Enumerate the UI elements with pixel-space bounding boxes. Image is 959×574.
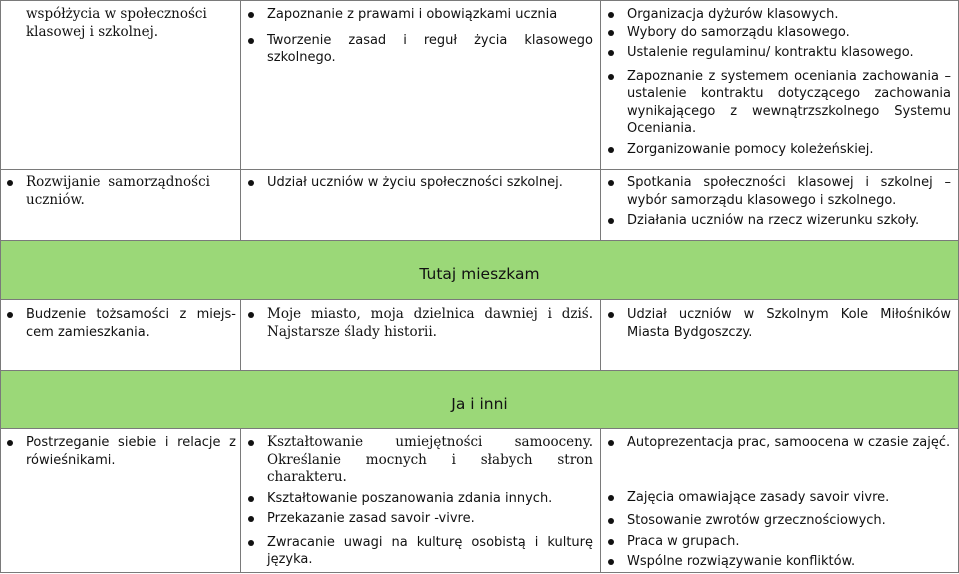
list-item-text: Spotkania społeczności klasowej i szkolnej – wybór samorządu klasowego i szkolnego.	[627, 175, 951, 208]
list-item-text: Rozwijanie samorządności uczniów.	[26, 174, 210, 208]
list-item	[241, 32, 593, 67]
list-item-text: Budzenie tożsamości z miejs- cem zamieszkania.	[26, 307, 236, 340]
bullet-icon	[248, 440, 254, 446]
table-cell	[0, 6, 232, 41]
list-item	[601, 174, 951, 209]
list-item	[241, 306, 593, 341]
bullet-icon	[7, 312, 13, 318]
list-item	[601, 512, 951, 530]
table-cell	[601, 6, 951, 161]
bullet-icon	[608, 12, 614, 18]
list-item-text: Zajęcia omawiające zasady savoir vivre.	[627, 489, 890, 505]
bullet-icon	[248, 496, 254, 502]
section-title: Tutaj mieszkam	[419, 265, 540, 283]
list-item-text: Udział uczniów w Szkolnym Kole Miłośników Miasta Bydgoszczy.	[627, 307, 951, 340]
table-cell	[241, 306, 593, 344]
list-item	[0, 306, 236, 341]
list-item-text: Stosowanie zwrotów grzecznościowych.	[627, 513, 886, 528]
list-item	[601, 306, 951, 341]
list-item	[241, 510, 593, 528]
list-item-text: Zorganizowanie pomocy koleżeńskiej.	[627, 141, 874, 157]
list-item	[601, 6, 951, 24]
list-item-text: Wspólne rozwiązywanie konfliktów.	[627, 554, 856, 569]
bullet-icon	[608, 50, 614, 56]
list-item-text: Autoprezentacja prac, samoocena w czasie zajęć.	[627, 435, 951, 450]
list-item-text: Zapoznanie z prawami i obowiązkami ucznia	[267, 7, 558, 22]
bullet-icon	[608, 539, 614, 545]
bullet-icon	[608, 440, 614, 446]
list-item-text: Moje miasto, moja dzielnica dawniej i dziś. Najstarsze ślady historii.	[267, 306, 593, 340]
bullet-icon	[7, 180, 13, 186]
table-cell	[601, 174, 951, 233]
list-item	[601, 68, 951, 138]
list-item-text: Zapoznanie z systemem oceniania zachowania – ustalenie kontraktu dotyczącego zachowania wynikającego z wewnątrzszkolnego Systemu Oceniania.	[627, 68, 951, 136]
list-item	[241, 174, 593, 192]
table-cell	[241, 174, 593, 195]
table-cell	[241, 434, 593, 572]
bullet-icon	[248, 312, 254, 318]
list-item	[601, 533, 951, 551]
list-item-text: Organizacja dyżurów klasowych.	[627, 7, 839, 22]
row-divider	[0, 169, 959, 170]
list-item	[241, 434, 593, 487]
bullet-icon	[608, 559, 614, 565]
bullet-icon	[248, 180, 254, 186]
list-item-text: Postrzeganie siebie i relacje z rówieśnikami.	[26, 435, 236, 468]
bullet-icon	[608, 147, 614, 153]
list-item	[0, 174, 210, 209]
bullet-icon	[248, 540, 254, 546]
row-divider	[0, 299, 959, 300]
list-item-text: Przekazanie zasad savoir -vivre.	[267, 511, 475, 526]
table-cell	[601, 306, 951, 344]
list-item	[601, 212, 951, 230]
bullet-icon	[608, 312, 614, 318]
list-item	[241, 534, 593, 569]
row-divider	[0, 428, 959, 429]
section-header-band	[1, 241, 958, 299]
bullet-icon	[248, 516, 254, 522]
bullet-icon	[608, 218, 614, 224]
list-item-text: Zwracanie uwagi na kulturę osobistą i kulturę języka.	[267, 534, 593, 567]
list-item	[241, 490, 593, 508]
section-header-band	[1, 371, 958, 428]
list-item	[241, 6, 593, 24]
bullet-icon	[608, 74, 614, 80]
bullet-icon	[608, 495, 614, 501]
list-item-text: Kształtowanie poszanowania zdania innych.	[267, 490, 553, 506]
list-item	[601, 489, 951, 507]
list-item-text: Wybory do samorządu klasowego.	[627, 24, 850, 40]
bullet-icon	[7, 440, 13, 446]
list-item-text: Kształtowanie umiejętności samooceny. Określanie mocnych i słabych stron charakteru.	[267, 434, 593, 485]
list-item-text: Działania uczniów na rzecz wizerunku szkoły.	[627, 213, 920, 228]
bullet-icon	[608, 518, 614, 524]
list-item	[601, 553, 951, 571]
list-item	[601, 24, 951, 42]
bullet-icon	[248, 38, 254, 44]
table-cell	[0, 434, 236, 472]
table-cell	[241, 6, 593, 70]
table-cell	[0, 306, 236, 344]
list-item	[0, 434, 236, 469]
list-item	[601, 434, 951, 452]
list-item	[601, 44, 951, 62]
cell-text: współżycia w społeczności klasowej i szkolnej.	[26, 6, 207, 40]
bullet-icon	[248, 12, 254, 18]
section-title: Ja i inni	[451, 395, 508, 413]
list-item-text: Praca w grupach.	[627, 533, 740, 549]
table-cell	[0, 174, 210, 212]
bullet-icon	[608, 30, 614, 36]
table-border-top	[0, 0, 959, 1]
list-item-text: Tworzenie zasad i reguł życia klasowego szkolnego.	[267, 32, 593, 65]
table-cell	[601, 434, 951, 574]
list-item-text: Ustalenie regulaminu/ kontraktu klasowego.	[627, 45, 914, 60]
bullet-icon	[608, 180, 614, 186]
list-item	[601, 141, 951, 159]
list-item-text: Udział uczniów w życiu społeczności szkolnej.	[267, 175, 563, 190]
